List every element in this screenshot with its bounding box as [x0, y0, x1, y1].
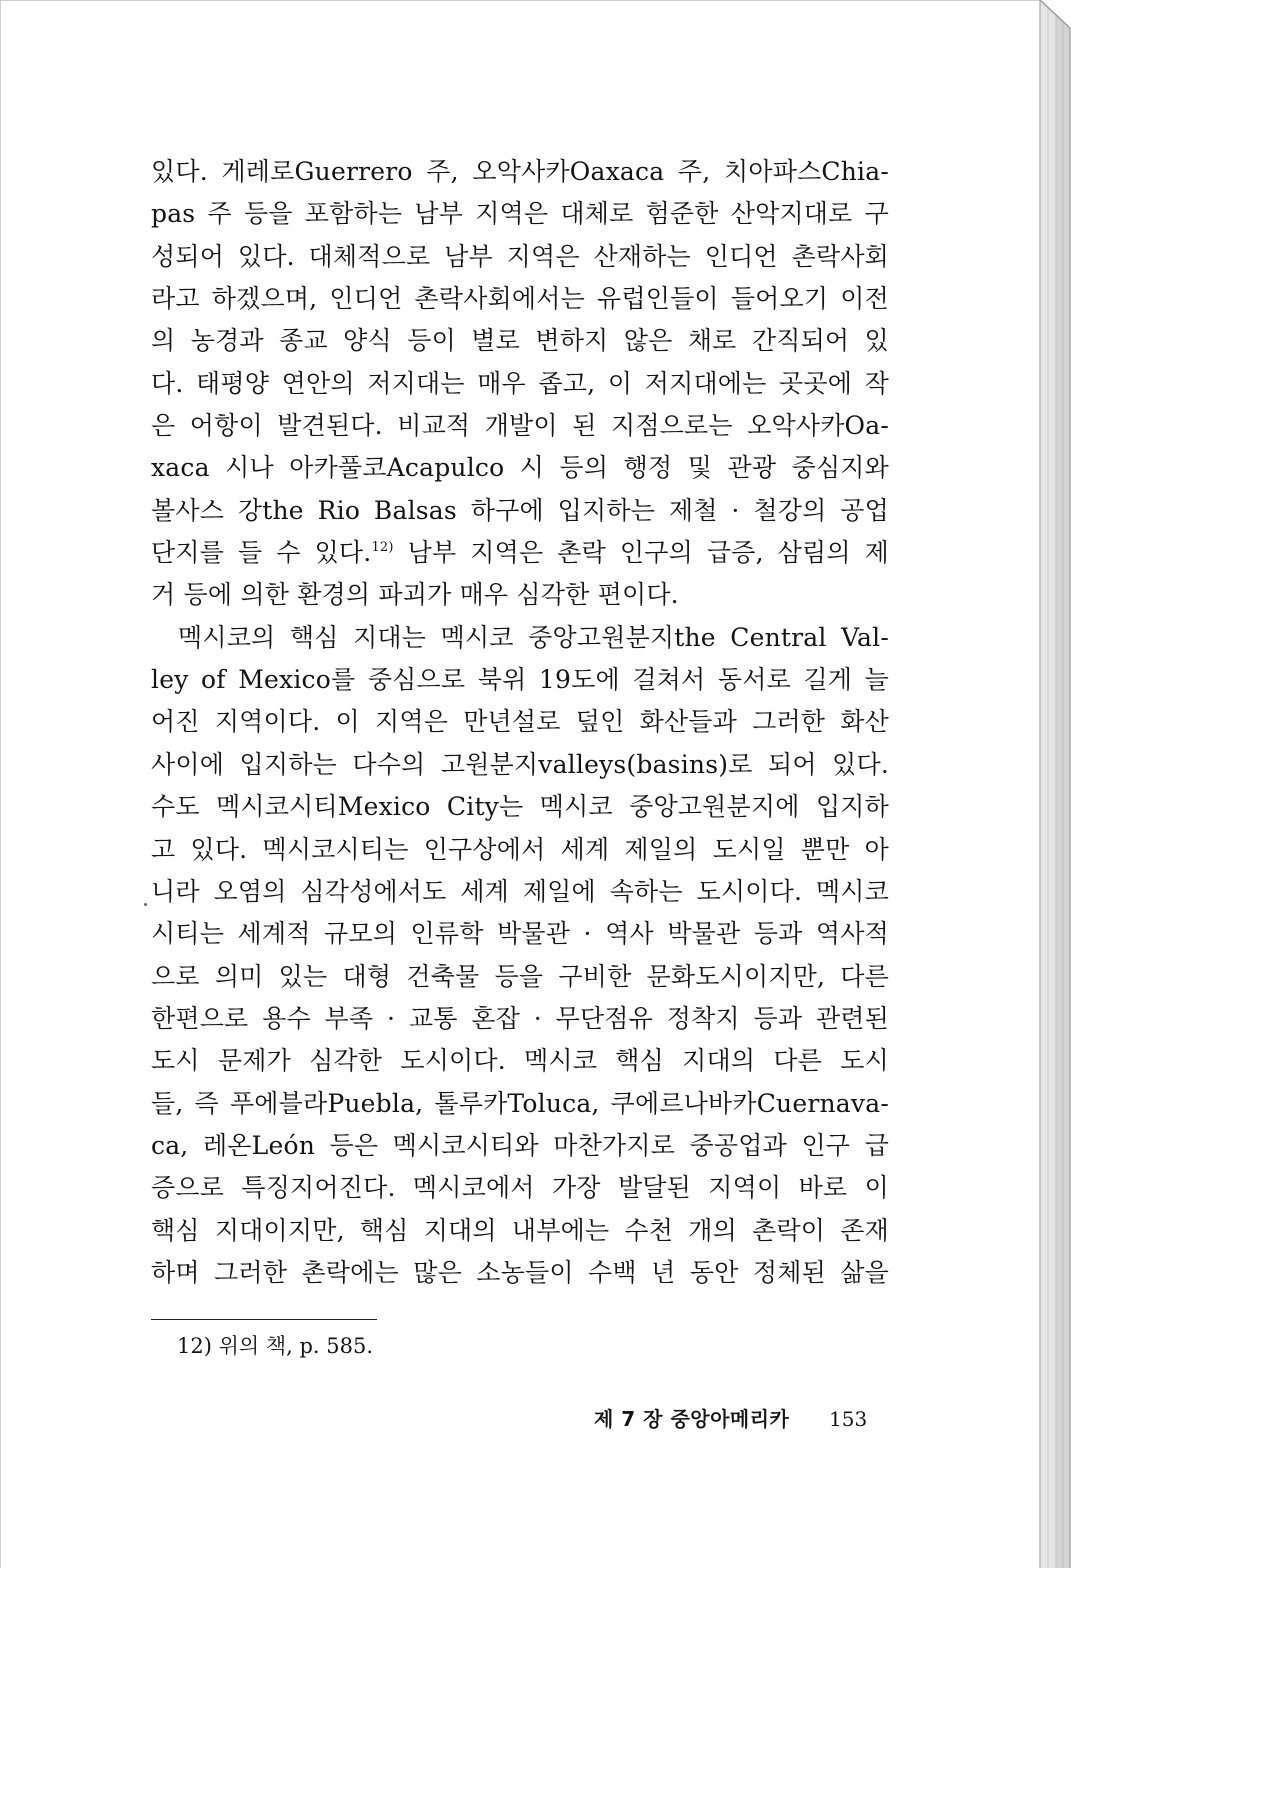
body-line-19: 시티는 세계적 규모의 인류학 박물관 · 역사 박물관 등과 역사적 — [151, 919, 889, 949]
body-line-26: 핵심 지대이지만, 핵심 지대의 내부에는 수천 개의 촌락이 존재 — [151, 1215, 889, 1245]
body-line-14: 어진 지역이다. 이 지역은 만년설로 덮인 화산들과 그러한 화산 — [151, 707, 889, 737]
body-line-8: xaca 시나 아카풀코Acapulco 시 등의 행정 및 관광 중심지와 — [151, 453, 889, 483]
body-line-10-end: 남부 지역은 촌락 인구의 급증, 삼림의 제 — [393, 538, 889, 568]
body-line-7: 은 어항이 발견된다. 비교적 개발이 된 지점으로는 오악사카Oa- — [151, 411, 889, 441]
body-text — [151, 151, 889, 1294]
body-line-25: 증으로 특징지어진다. 멕시코에서 가장 발달된 지역이 바로 이 — [151, 1173, 889, 1203]
page-number: 153 — [829, 1407, 868, 1431]
body-line-15: 사이에 입지하는 다수의 고원분지valleys(basins)로 되어 있다. — [151, 749, 889, 779]
body-line-13: ley of Mexico를 중심으로 북위 19도에 걸쳐서 동서로 길게 늘 — [151, 665, 889, 695]
body-line-27: 하며 그러한 촌락에는 많은 소농들이 수백 년 동안 정체된 삶을 — [151, 1257, 889, 1287]
print-speck — [144, 903, 147, 906]
footnote-divider — [151, 1319, 377, 1320]
body-line-23: 들, 즉 푸에블라Puebla, 톨루카Toluca, 쿠에르나바카Cuernava- — [151, 1088, 889, 1118]
body-line-20: 으로 의미 있는 대형 건축물 등을 구비한 문화도시이지만, 다른 — [151, 961, 889, 991]
body-line-21: 한편으로 용수 부족 · 교통 혼잡 · 무단점유 정착지 등과 관련된 — [151, 1003, 889, 1033]
body-line-3: 성되어 있다. 대체적으로 남부 지역은 산재하는 인디언 촌락사회 — [151, 241, 889, 271]
running-foot-chapter: 제 7 장 중앙아메리카 — [594, 1407, 790, 1431]
body-line-6: 다. 태평양 연안의 저지대는 매우 좁고, 이 저지대에는 곳곳에 작 — [151, 368, 889, 398]
body-line-2: pas 주 등을 포함하는 남부 지역은 대체로 험준한 산악지대로 구 — [151, 199, 889, 229]
body-line-18: 니라 오염의 심각성에서도 세계 제일에 속하는 도시이다. 멕시코 — [151, 876, 889, 906]
body-line-11: 거 등에 의한 환경의 파괴가 매우 심각한 편이다. — [151, 580, 679, 610]
body-line-5: 의 농경과 종교 양식 등이 별로 변하지 않은 채로 간직되어 있 — [151, 326, 889, 356]
body-line-1: 있다. 게레로Guerrero 주, 오악사카Oaxaca 주, 치아파스Chia- — [151, 157, 889, 186]
body-line-9: 볼사스 강the Rio Balsas 하구에 입지하는 제철 · 철강의 공업 — [151, 495, 889, 525]
body-line-10 — [151, 532, 889, 574]
body-line-22: 도시 문제가 심각한 도시이다. 멕시코 핵심 지대의 다른 도시 — [151, 1046, 889, 1076]
body-line-4: 라고 하겠으며, 인디언 촌락사회에서는 유럽인들이 들어오기 이전 — [151, 284, 889, 314]
body-line-10-start: 단지를 들 수 있다. — [151, 538, 372, 568]
body-line-24: ca, 레온León 등은 멕시코시티와 마찬가지로 중공업과 인구 급 — [151, 1130, 889, 1160]
body-line-12: 멕시코의 핵심 지대는 멕시코 중앙고원분지the Central Val- — [178, 622, 889, 652]
body-line-17: 고 있다. 멕시코시티는 인구상에서 세계 제일의 도시일 뿐만 아 — [151, 834, 889, 864]
footnote-12: 12) 위의 책, p. 585. — [177, 1334, 374, 1358]
body-line-16: 수도 멕시코시티Mexico City는 멕시코 중앙고원분지에 입지하 — [151, 792, 889, 822]
footnote-reference: 12) — [371, 540, 394, 556]
